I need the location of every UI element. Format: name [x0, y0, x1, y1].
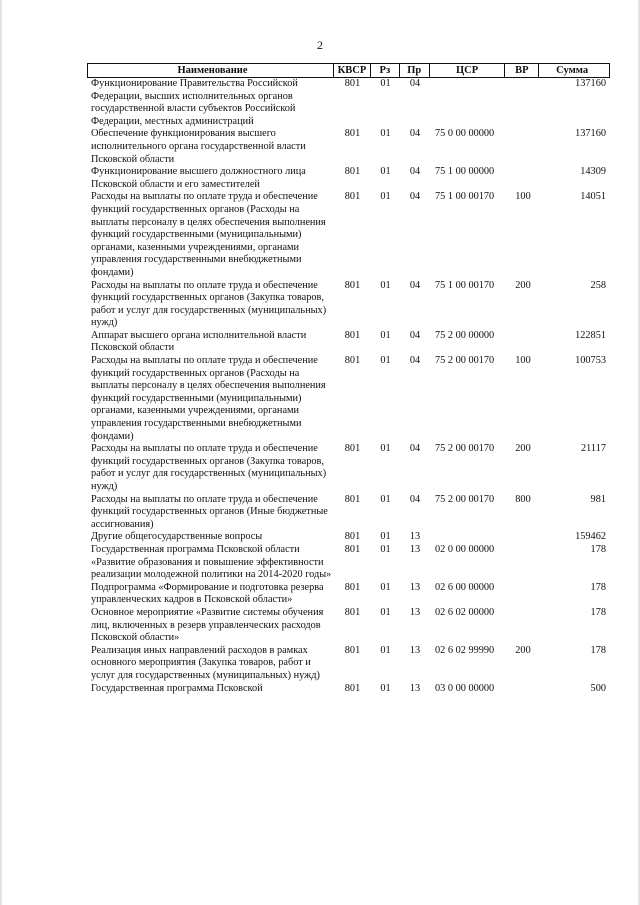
cell-pr: 13 — [409, 581, 421, 593]
cell-sum: 14309 — [580, 166, 606, 178]
cell-name: Расходы на выплаты по оплате труда и обеспечение функций государственных органов (Иные бюджетные ассигнования) — [91, 493, 328, 530]
cell-name: Основное мероприятие «Развитие системы обучения лиц, включенных в резерв управленческих расходов Псковской области» — [91, 606, 324, 644]
table-header — [87, 63, 610, 78]
table-row — [87, 128, 610, 166]
table-body — [87, 78, 610, 695]
cell-kvsr: 801 — [344, 191, 361, 203]
cell-vr: 200 — [515, 644, 531, 656]
cell-rz: 01 — [380, 531, 391, 543]
cell-vr: 200 — [515, 443, 531, 455]
cell-csr: 75 1 00 00000 — [435, 166, 495, 178]
cell-name: Обеспечение функционирования высшего исполнительного органа государственной власти Псковской области — [91, 128, 306, 165]
header-vr: ВР — [505, 64, 539, 77]
cell-csr: 02 6 02 99990 — [435, 644, 495, 656]
table-row — [87, 544, 610, 582]
cell-rz: 01 — [380, 543, 391, 555]
cell-rz: 01 — [380, 166, 391, 178]
cell-sum: 137160 — [575, 78, 606, 89]
cell-kvsr: 801 — [344, 644, 361, 656]
cell-sum: 159462 — [575, 531, 606, 543]
cell-csr: 75 0 00 00000 — [435, 128, 495, 140]
cell-csr: 03 0 00 00000 — [435, 682, 495, 694]
scan-edge-left — [0, 0, 3, 905]
table-row — [87, 166, 610, 191]
table-row — [87, 443, 610, 493]
cell-sum: 178 — [590, 644, 606, 656]
cell-name: Государственная программа Псковской — [91, 682, 263, 694]
cell-rz: 01 — [380, 682, 391, 694]
table-row — [87, 582, 610, 607]
cell-rz: 01 — [380, 493, 391, 505]
cell-name: Расходы на выплаты по оплате труда и обеспечение функций государственных органов (Расходы на выплаты персоналу в целях обеспечения выполнения функций государственными (муниципальными) органами, казенными учреждениями, органами управления государственными внебюджетными фондами) — [91, 191, 326, 278]
cell-csr: 02 6 02 00000 — [435, 606, 495, 618]
cell-name: Расходы на выплаты по оплате труда и обеспечение функций государственных органов (Закупка товаров, работ и услуг для государственных (муниципальных) нужд) — [91, 279, 327, 329]
header-sum: Сумма — [556, 65, 589, 76]
cell-csr: 75 1 00 00170 — [435, 279, 495, 291]
table-row — [87, 494, 610, 532]
cell-rz: 01 — [380, 443, 391, 455]
cell-kvsr: 801 — [344, 606, 361, 618]
cell-pr: 04 — [409, 78, 421, 89]
cell-sum: 178 — [590, 606, 606, 618]
cell-rz: 01 — [380, 329, 391, 341]
cell-kvsr: 801 — [344, 166, 361, 178]
cell-pr: 13 — [409, 543, 421, 555]
header-csr: ЦСР — [430, 64, 506, 77]
cell-csr: 75 2 00 00170 — [435, 443, 495, 455]
cell-name: Расходы на выплаты по оплате труда и обеспечение функций государственных органов (Расходы на выплаты персоналу в целях обеспечения выполнения функций государственными (муниципальными) органами, казенными учреждениями, органами управления государственными внебюджетными фондами) — [91, 355, 326, 442]
table-row — [87, 78, 610, 128]
cell-sum: 137160 — [575, 128, 606, 140]
cell-pr: 13 — [409, 682, 421, 694]
table-row — [87, 645, 610, 683]
header-name: Наименование — [88, 64, 334, 77]
cell-sum: 100753 — [575, 355, 606, 367]
cell-pr: 04 — [409, 166, 421, 178]
cell-pr: 04 — [409, 329, 421, 341]
cell-name: Другие общегосударственные вопросы — [91, 531, 263, 543]
cell-name: Аппарат высшего органа исполнительной власти Псковской области — [91, 329, 307, 354]
cell-kvsr: 801 — [344, 493, 361, 505]
cell-rz: 01 — [380, 128, 391, 140]
cell-sum: 21117 — [581, 443, 606, 455]
cell-vr: 200 — [515, 279, 531, 291]
table-row — [87, 330, 610, 355]
cell-pr: 04 — [409, 493, 421, 505]
cell-rz: 01 — [380, 355, 391, 367]
cell-vr: 800 — [515, 493, 531, 505]
cell-sum: 500 — [590, 682, 606, 694]
cell-csr: 02 0 00 00000 — [435, 543, 495, 555]
cell-pr: 13 — [409, 531, 421, 543]
cell-kvsr: 801 — [344, 279, 361, 291]
table-row — [87, 607, 610, 645]
cell-kvsr: 801 — [344, 543, 361, 555]
header-rz: Рз — [371, 64, 400, 77]
cell-kvsr: 801 — [344, 128, 361, 140]
cell-pr: 04 — [409, 279, 421, 291]
cell-vr: 100 — [515, 355, 531, 367]
header-pr: Пр — [400, 64, 430, 77]
cell-rz: 01 — [380, 78, 391, 89]
cell-pr: 04 — [409, 355, 421, 367]
cell-kvsr: 801 — [344, 329, 361, 341]
cell-kvsr: 801 — [344, 78, 361, 89]
cell-csr: 02 6 00 00000 — [435, 581, 495, 593]
cell-name: Функционирование Правительства Российской Федерации, высших исполнительных органов государственной власти субъектов Российской Федерации, местных администраций — [91, 78, 298, 127]
page-number: 2 — [317, 38, 323, 52]
cell-pr: 04 — [409, 191, 421, 203]
cell-rz: 01 — [380, 279, 391, 291]
cell-name: Расходы на выплаты по оплате труда и обеспечение функций государственных органов (Закупка товаров, работ и услуг для государственных (муниципальных) нужд) — [91, 443, 327, 492]
cell-sum: 14051 — [580, 191, 606, 203]
cell-csr: 75 2 00 00000 — [435, 329, 495, 341]
table-row — [87, 280, 610, 330]
cell-sum: 981 — [590, 493, 606, 505]
cell-name: Государственная программа Псковской области «Развитие образования и повышение эффективности реализации молодежной политики на 2014-2020 годы» — [91, 543, 332, 581]
table-row — [87, 355, 610, 443]
table-row — [87, 191, 610, 279]
table-row — [87, 683, 610, 696]
cell-pr: 04 — [409, 443, 421, 455]
cell-pr: 04 — [409, 128, 421, 140]
table-row — [87, 531, 610, 544]
cell-kvsr: 801 — [344, 355, 361, 367]
cell-csr: 75 2 00 00170 — [435, 493, 495, 505]
cell-sum: 178 — [590, 543, 606, 555]
budget-table — [87, 63, 610, 695]
header-kvsr: КВСР — [334, 64, 371, 77]
cell-name: Подпрограмма «Формирование и подготовка резерва управленческих кадров в Псковской области» — [91, 581, 324, 606]
cell-rz: 01 — [380, 606, 391, 618]
cell-csr: 75 1 00 00170 — [435, 191, 495, 203]
cell-vr: 100 — [515, 191, 531, 203]
cell-pr: 13 — [409, 644, 421, 656]
cell-name: Функционирование высшего должностного лица Псковской области и его заместителей — [91, 166, 306, 190]
cell-csr: 75 2 00 00170 — [435, 355, 495, 367]
cell-kvsr: 801 — [344, 443, 361, 455]
cell-rz: 01 — [380, 191, 391, 203]
cell-rz: 01 — [380, 581, 391, 593]
cell-sum: 178 — [590, 581, 606, 593]
cell-sum: 122851 — [575, 329, 606, 341]
cell-name: Реализация иных направлений расходов в рамках основного мероприятия (Закупка товаров, работ и услуг для государственных (муниципальных) нужд) — [91, 644, 320, 681]
cell-kvsr: 801 — [344, 581, 361, 593]
cell-sum: 258 — [590, 279, 606, 291]
cell-pr: 13 — [409, 606, 421, 618]
cell-rz: 01 — [380, 644, 391, 656]
cell-kvsr: 801 — [344, 682, 361, 694]
cell-kvsr: 801 — [344, 531, 361, 543]
